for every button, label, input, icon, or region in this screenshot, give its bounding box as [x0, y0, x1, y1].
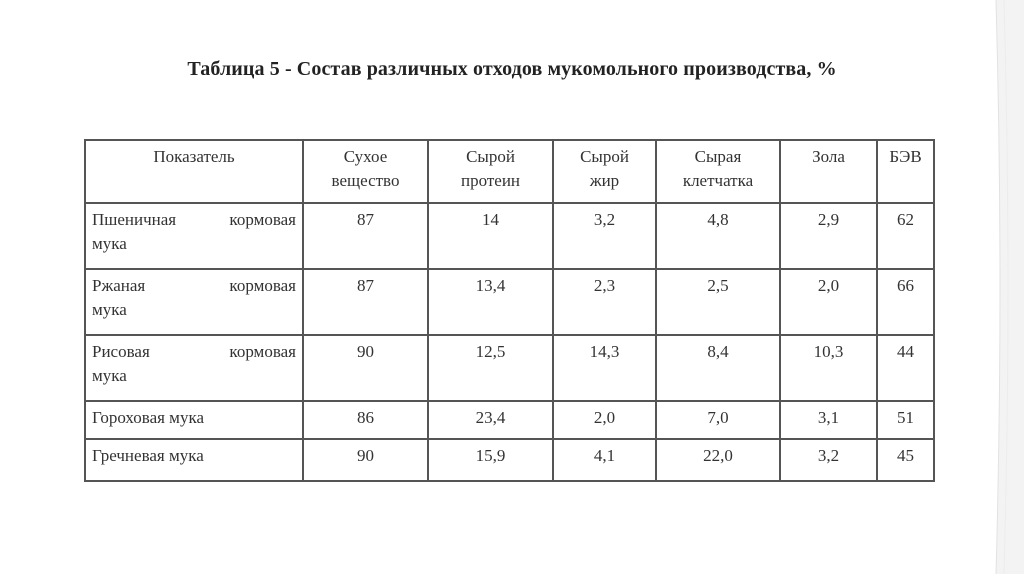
table-row [85, 335, 934, 401]
header-crude-protein [428, 140, 553, 203]
header-text: Показатель [153, 147, 235, 166]
cell-value: 4,1 [553, 439, 656, 481]
cell-value: 14 [428, 203, 553, 269]
cell-value: 87 [303, 203, 428, 269]
cell-value: 13,4 [428, 269, 553, 335]
table-title: Таблица 5 - Состав различных отходов мукомольного производства, % [187, 58, 837, 80]
row-label-line: Пшеничная кормовая [92, 210, 296, 229]
cell-value: 51 [877, 401, 934, 439]
cell-value: 3,2 [553, 203, 656, 269]
header-ash [780, 140, 877, 203]
row-label-wheat-feed-flour [85, 203, 303, 269]
header-text: Сырая [694, 147, 742, 166]
header-crude-fiber [656, 140, 780, 203]
cell-value: 2,5 [656, 269, 780, 335]
row-label-buckwheat-flour [85, 439, 303, 481]
cell-value: 3,2 [780, 439, 877, 481]
header-text: протеин [460, 171, 521, 190]
cell-value: 22,0 [656, 439, 780, 481]
table-row [85, 203, 934, 269]
row-label-rye-feed-flour [85, 269, 303, 335]
cell-value: 62 [877, 203, 934, 269]
table-row [85, 439, 934, 481]
cell-value: 45 [877, 439, 934, 481]
cell-value: 4,8 [656, 203, 780, 269]
page-curl-decoration [990, 0, 1024, 574]
header-text: Сырой [580, 147, 629, 166]
header-text: вещество [331, 171, 400, 190]
cell-value: 2,3 [553, 269, 656, 335]
row-label-line: Рисовая кормовая [92, 342, 296, 361]
cell-value: 44 [877, 335, 934, 401]
header-text: клетчатка [682, 171, 754, 190]
header-text: Зола [812, 147, 845, 166]
row-label-line: мука [92, 300, 127, 319]
cell-value: 2,0 [553, 401, 656, 439]
cell-value: 7,0 [656, 401, 780, 439]
cell-value: 14,3 [553, 335, 656, 401]
row-label-line: Гороховая мука [92, 408, 204, 427]
cell-value: 86 [303, 401, 428, 439]
header-nfe [877, 140, 934, 203]
header-text: Сырой [466, 147, 515, 166]
row-label-line: Ржаная кормовая [92, 276, 296, 295]
cell-value: 12,5 [428, 335, 553, 401]
header-row [85, 140, 934, 203]
cell-value: 8,4 [656, 335, 780, 401]
header-text: БЭВ [889, 147, 922, 166]
cell-value: 90 [303, 439, 428, 481]
header-dry-matter [303, 140, 428, 203]
row-label-line: мука [92, 366, 127, 385]
header-text: жир [589, 171, 620, 190]
table-row [85, 269, 934, 335]
cell-value: 2,0 [780, 269, 877, 335]
header-text: Сухое [343, 147, 388, 166]
row-label-pea-flour [85, 401, 303, 439]
cell-value: 87 [303, 269, 428, 335]
cell-value: 2,9 [780, 203, 877, 269]
cell-value: 15,9 [428, 439, 553, 481]
header-crude-fat [553, 140, 656, 203]
table-row [85, 401, 934, 439]
row-label-rice-feed-flour [85, 335, 303, 401]
composition-table [84, 139, 935, 482]
header-indicator [85, 140, 303, 203]
row-label-line: Гречневая мука [92, 446, 204, 465]
row-label-line: мука [92, 234, 127, 253]
cell-value: 66 [877, 269, 934, 335]
cell-value: 23,4 [428, 401, 553, 439]
cell-value: 10,3 [780, 335, 877, 401]
cell-value: 90 [303, 335, 428, 401]
cell-value: 3,1 [780, 401, 877, 439]
